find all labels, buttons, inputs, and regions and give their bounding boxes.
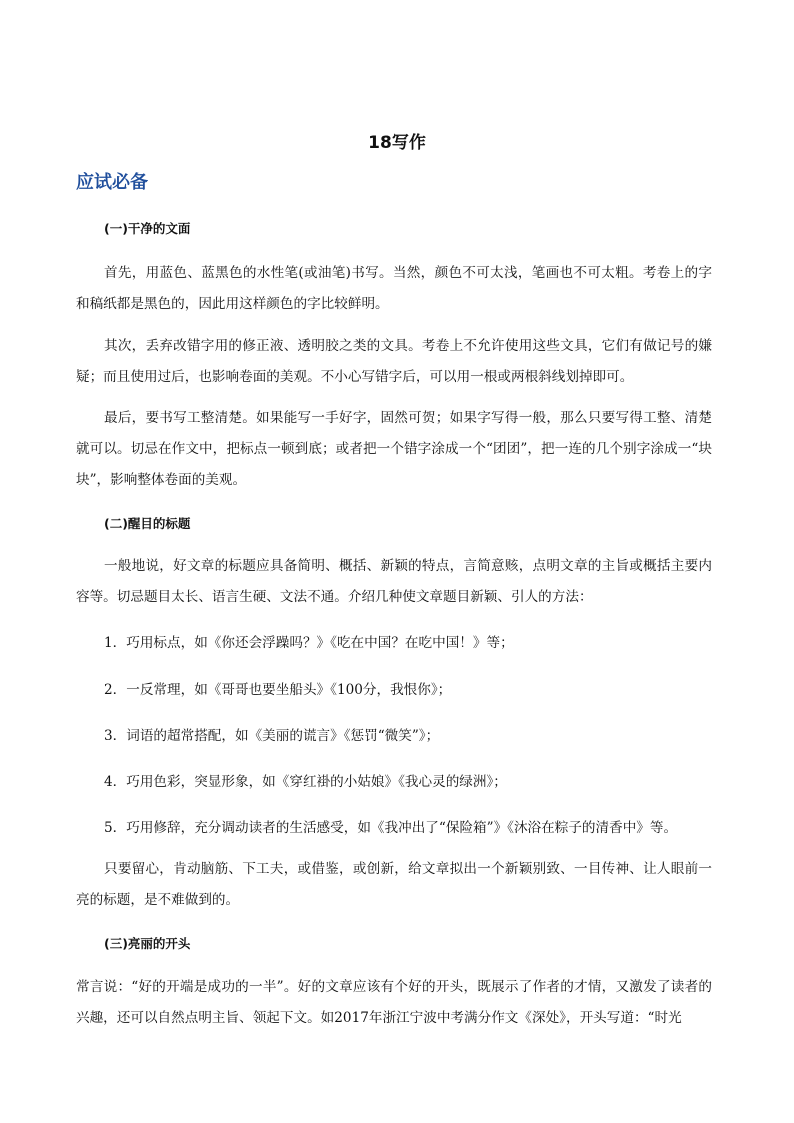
paragraph-4: 一般地说，好文章的标题应具备简明、概括、新颖的特点，言简意赅，点明文章的主旨或概括主要内容等。切忌题目太长、语言生硬、文法不通。介绍几种使文章题目新颖、引人的方法：: [76, 558, 712, 605]
subheading-eye-catching-title: (二)醒目的标题: [104, 516, 191, 531]
list-item: 4．巧用色彩，突显形象，如《穿红褂的小姑娘》《我心灵的绿洲》；: [104, 774, 507, 790]
paragraph-1: 首先，用蓝色、蓝黑色的水性笔(或油笔)书写。当然，颜色不可太浅，笔画也不可太粗。考卷上的字和稿纸都是黑色的，因此用这样颜色的字比较鲜明。: [76, 265, 712, 312]
paragraph-2: 其次，丢弃改错字用的修正液、透明胶之类的文具。考卷上不允许使用这些文具，它们有做记号的嫌疑；而且使用过后，也影响卷面的美观。不小心写错字后，可以用一根或两根斜线划掉即可。: [76, 338, 712, 385]
paragraph-5: 只要留心，肯动脑筋、下工夫，或借鉴，或创新，给文章拟出一个新颖别致、一目传神、让人眼前一亮的标题，是不难做到的。: [76, 861, 712, 908]
page-title: 18写作: [368, 133, 426, 153]
paragraph-3: 最后，要书写工整清楚。如果能写一手好字，固然可贺；如果字写得一般，那么只要写得工整、清楚就可以。切忌在作文中，把标点一顿到底；或者把一个错字涂成一个“团团”，把一连的几个别字涂成一“块块”，影响整体卷面的美观。: [76, 410, 712, 488]
subheading-clean-page: (一)干净的文面: [104, 221, 191, 236]
list-item: 3．词语的超常搭配，如《美丽的谎言》《惩罚“微笑”》；: [104, 728, 440, 744]
paragraph-6: 常言说：“好的开端是成功的一半”。好的文章应该有个好的开头，既展示了作者的才情，又激发了读者的兴趣，还可以自然点明主旨、领起下文。如2017年浙江宁波中考满分作文《深处》，开头写道：“时光: [76, 979, 712, 1026]
section-heading: 应试必备: [76, 172, 148, 193]
list-item: 5．巧用修辞，充分调动读者的生活感受，如《我冲出了“保险箱”》《沐浴在粽子的清香中》等。: [104, 820, 678, 836]
list-item: 1．巧用标点，如《你还会浮躁吗？》《吃在中国？在吃中国！》等；: [104, 635, 514, 651]
subheading-brilliant-opening: (三)亮丽的开头: [104, 936, 191, 951]
list-item: 2．一反常理，如《哥哥也要坐船头》《100分，我恨你》；: [104, 682, 452, 698]
